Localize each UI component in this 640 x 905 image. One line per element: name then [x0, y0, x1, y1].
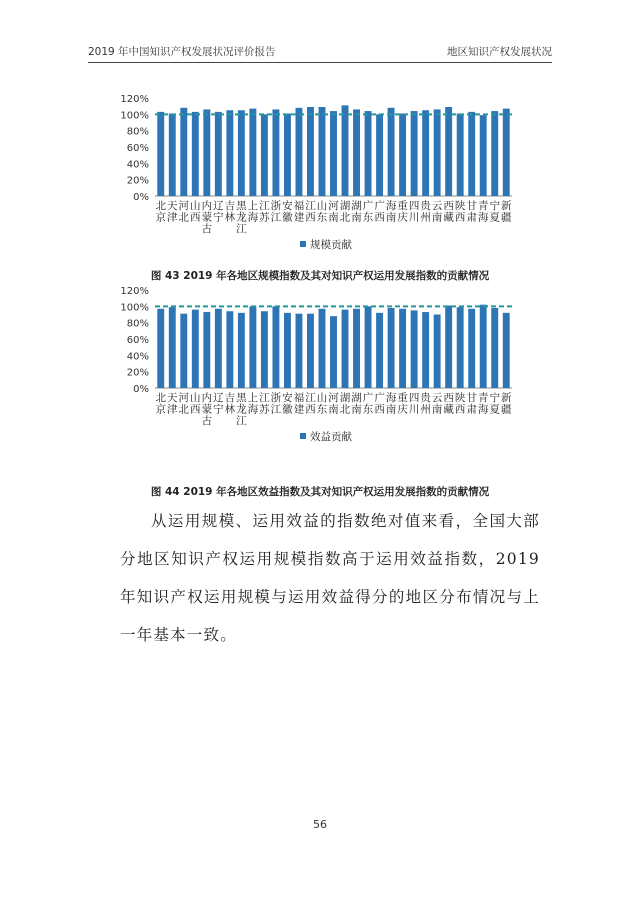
y-tick-label: 100%: [120, 302, 149, 314]
x-tick-label: 云南: [431, 392, 443, 416]
y-tick-label: 120%: [120, 286, 149, 297]
bar: [238, 110, 245, 196]
x-tick-label: 上海: [247, 200, 259, 224]
bar: [491, 111, 498, 196]
bar: [422, 110, 429, 196]
bar: [203, 109, 210, 196]
bar: [445, 306, 452, 388]
y-tick-label: 0%: [133, 192, 149, 203]
y-tick-label: 20%: [126, 175, 149, 187]
bar: [411, 310, 418, 388]
figure-43-caption: 图 43 2019 年各地区规模指数及其对知识产权运用发展指数的贡献情况: [150, 270, 490, 282]
y-tick-label: 80%: [126, 126, 149, 138]
page-header: [88, 44, 552, 62]
bar: [388, 308, 395, 388]
legend-label: 规模贡献: [310, 239, 352, 251]
x-tick-label: 重庆: [397, 392, 408, 416]
x-tick-label: 山西: [190, 392, 201, 416]
bar: [365, 306, 372, 388]
bar: [468, 309, 475, 388]
x-tick-label: 黑龙江: [236, 200, 247, 235]
x-tick-label: 山东: [316, 392, 328, 416]
x-tick-label: 云南: [431, 200, 443, 224]
bar: [295, 314, 302, 388]
x-tick-label: 福建: [293, 392, 305, 416]
bar: [342, 310, 349, 388]
bar: [376, 313, 383, 388]
x-tick-label: 新疆: [500, 200, 512, 224]
x-tick-label: 北京: [155, 392, 167, 416]
bar: [468, 112, 475, 196]
bar: [376, 114, 383, 196]
x-tick-label: 辽宁: [213, 392, 224, 416]
x-tick-label: 湖北: [339, 200, 351, 224]
x-tick-label: 西藏: [443, 200, 454, 224]
bar: [203, 312, 210, 388]
x-tick-label: 黑龙江: [236, 392, 247, 427]
bar: [342, 105, 349, 196]
chart-efficiency-contribution: [0, 280, 640, 480]
bar: [434, 315, 441, 389]
legend-label: 效益贡献: [310, 431, 352, 443]
bar: [249, 306, 256, 388]
x-tick-label: 湖南: [351, 392, 362, 416]
x-tick-label: 广东: [362, 200, 374, 224]
x-tick-label: 天津: [167, 392, 178, 416]
bar: [457, 307, 464, 388]
bar: [215, 309, 222, 388]
x-tick-label: 湖南: [351, 200, 362, 224]
y-tick-label: 40%: [126, 351, 149, 363]
x-tick-label: 宁夏: [489, 200, 500, 224]
page-number: 56: [313, 818, 327, 831]
bar: [457, 114, 464, 196]
bar: [491, 308, 498, 388]
x-tick-label: 江西: [305, 392, 316, 416]
x-tick-label: 浙江: [270, 392, 282, 416]
bar: [399, 309, 406, 388]
bar: [238, 313, 245, 388]
y-tick-label: 60%: [126, 143, 149, 154]
x-tick-label: 辽宁: [213, 200, 224, 224]
bar: [319, 309, 326, 388]
y-tick-label: 0%: [133, 384, 149, 395]
y-tick-label: 60%: [126, 335, 149, 346]
x-tick-label: 内蒙古: [201, 200, 213, 235]
bar: [330, 316, 337, 388]
x-tick-label: 江苏: [259, 200, 270, 224]
x-tick-label: 山东: [316, 200, 328, 224]
bar: [411, 111, 418, 196]
x-tick-label: 陕西: [454, 392, 466, 416]
bar: [388, 108, 395, 196]
x-tick-label: 江苏: [259, 392, 270, 416]
x-tick-label: 重庆: [397, 200, 408, 224]
bar: [192, 310, 199, 388]
header-rule: [88, 62, 552, 63]
x-tick-label: 湖北: [339, 392, 351, 416]
bar: [353, 109, 360, 196]
x-tick-label: 山西: [190, 200, 201, 224]
x-tick-label: 海南: [385, 392, 397, 416]
bar: [284, 114, 291, 196]
x-tick-label: 贵州: [420, 392, 431, 416]
x-tick-label: 四川: [408, 392, 420, 416]
x-tick-label: 广西: [374, 200, 385, 224]
y-tick-label: 40%: [126, 159, 149, 171]
bar: [445, 107, 452, 196]
bar: [503, 313, 510, 388]
bar: [480, 305, 487, 388]
x-tick-label: 江西: [305, 200, 316, 224]
x-tick-label: 四川: [408, 200, 420, 224]
bar: [157, 112, 164, 196]
bar: [480, 115, 487, 196]
bar: [365, 111, 372, 196]
x-tick-label: 新疆: [500, 392, 512, 416]
x-tick-label: 北京: [155, 200, 167, 224]
bar: [307, 107, 314, 196]
bar: [180, 108, 187, 196]
bar: [157, 309, 164, 388]
x-tick-label: 福建: [293, 200, 305, 224]
bar: [284, 313, 291, 388]
bar: [307, 314, 314, 388]
body-paragraph: 从运用规模、运用效益的指数绝对值来看，全国大部分地区知识产权运用规模指数高于运用效益指数，2019 年知识产权运用规模与运用效益得分的地区分布情况与上一年基本一致。: [120, 512, 540, 644]
header-report-title: 2019 年中国知识产权发展状况评价报告: [88, 46, 276, 58]
x-tick-label: 河南: [328, 392, 339, 416]
x-tick-label: 广西: [374, 392, 385, 416]
bar: [295, 108, 302, 196]
x-tick-label: 贵州: [420, 200, 431, 224]
x-tick-label: 安徽: [282, 392, 293, 416]
bar: [434, 109, 441, 196]
efficiency-contribution-bar-chart: [0, 280, 640, 480]
bar: [261, 311, 268, 388]
x-tick-label: 吉林: [224, 200, 236, 224]
bar: [319, 107, 326, 196]
x-tick-label: 吉林: [224, 392, 236, 416]
bar: [192, 112, 199, 196]
x-tick-label: 上海: [247, 392, 259, 416]
scale-contribution-bar-chart: [0, 88, 640, 258]
bar: [226, 110, 233, 196]
x-tick-label: 浙江: [270, 200, 282, 224]
x-tick-label: 陕西: [454, 200, 466, 224]
x-tick-label: 河北: [178, 392, 190, 416]
y-tick-label: 100%: [120, 110, 149, 122]
legend-swatch: [300, 241, 306, 247]
bar: [272, 306, 279, 388]
x-tick-label: 内蒙古: [201, 392, 213, 427]
bar: [215, 112, 222, 196]
x-tick-label: 天津: [167, 200, 178, 224]
y-tick-label: 80%: [126, 318, 149, 330]
bar: [169, 114, 176, 196]
x-tick-label: 河南: [328, 200, 339, 224]
chart-scale-contribution: [0, 88, 640, 258]
bar: [249, 109, 256, 196]
x-tick-label: 甘肃: [466, 392, 477, 416]
bar: [330, 111, 337, 196]
y-tick-label: 120%: [120, 94, 149, 105]
x-tick-label: 海南: [385, 200, 397, 224]
bar: [353, 309, 360, 388]
x-tick-label: 青海: [477, 200, 489, 224]
bar: [169, 307, 176, 388]
bar: [399, 114, 406, 196]
legend-swatch: [300, 433, 306, 439]
header-section-title: 地区知识产权发展状况: [447, 46, 552, 58]
bar: [261, 114, 268, 196]
x-tick-label: 青海: [477, 392, 489, 416]
x-tick-label: 宁夏: [489, 392, 500, 416]
figure-44-caption: 图 44 2019 年各地区效益指数及其对知识产权运用发展指数的贡献情况: [150, 486, 490, 498]
bar: [503, 109, 510, 196]
bar: [272, 109, 279, 196]
x-tick-label: 安徽: [282, 200, 293, 224]
bar: [422, 312, 429, 388]
y-tick-label: 20%: [126, 367, 149, 379]
x-tick-label: 河北: [178, 200, 190, 224]
bar: [180, 314, 187, 388]
x-tick-label: 甘肃: [466, 200, 477, 224]
x-tick-label: 西藏: [443, 392, 454, 416]
bar: [226, 311, 233, 388]
x-tick-label: 广东: [362, 392, 374, 416]
